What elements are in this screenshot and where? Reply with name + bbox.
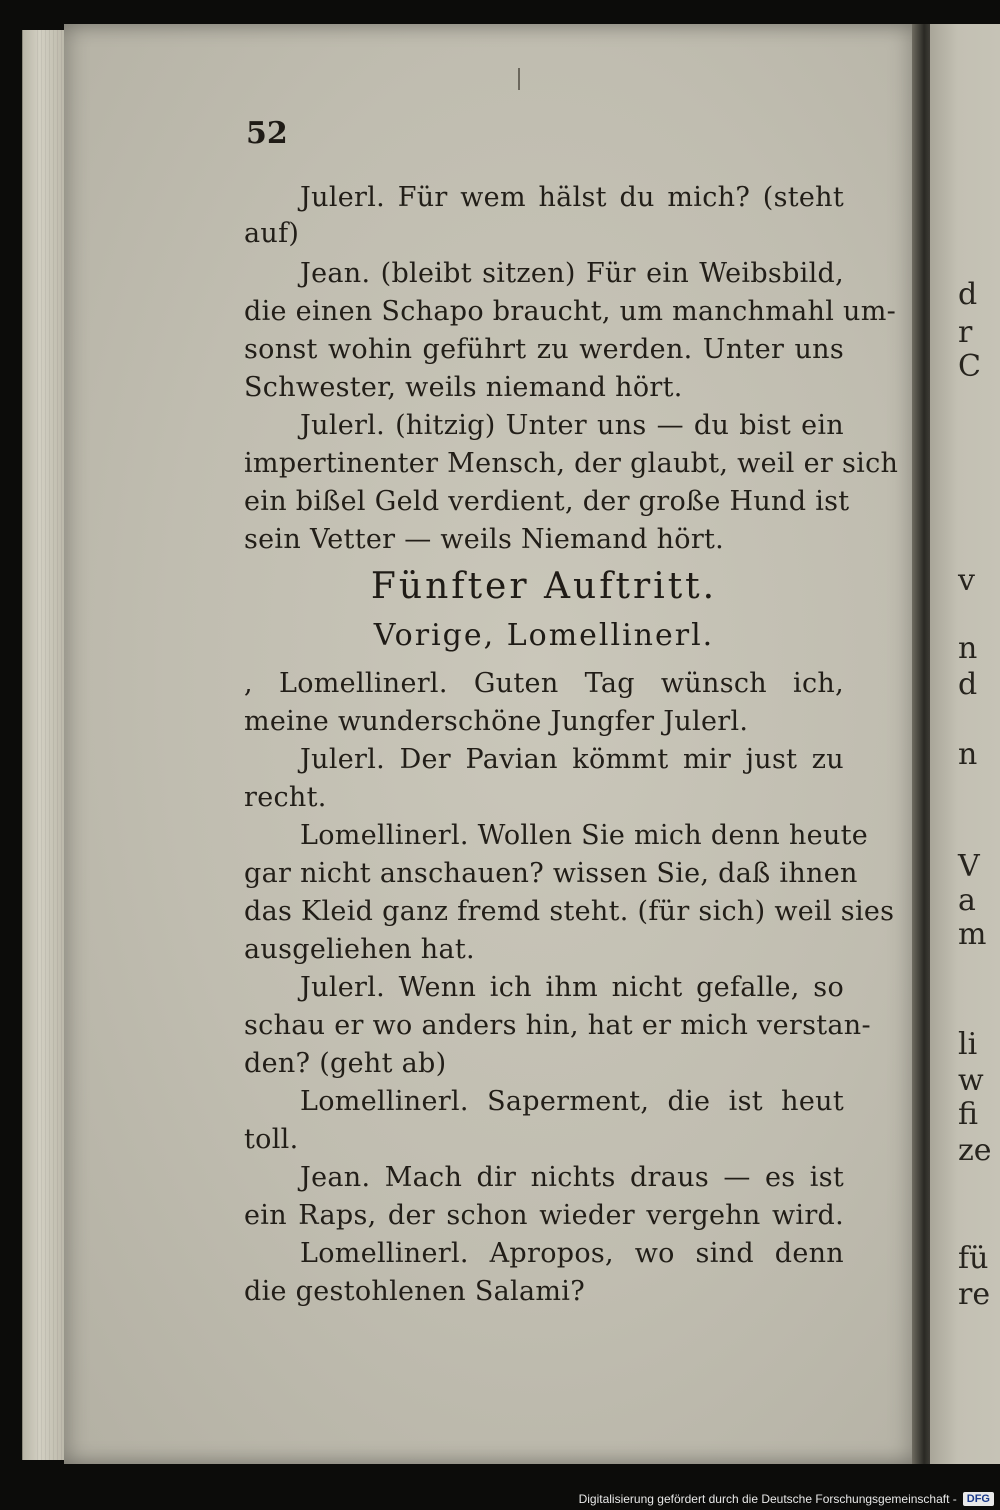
dfg-logo: DFG: [963, 1492, 994, 1506]
text-line: Jean. Mach dir nichts draus — es ist: [300, 1162, 844, 1193]
text-line: Lomellinerl. Apropos, wo sind denn: [300, 1238, 844, 1269]
text-line: die gestohlenen Salami?: [244, 1276, 585, 1307]
text-line: Julerl. (hitzig) Unter uns — du bist ein: [300, 410, 844, 441]
text-line: Julerl. Wenn ich ihm nicht gefalle, so: [300, 972, 844, 1003]
scene-characters: Vorige, Lomellinerl.: [373, 618, 715, 653]
text-line: Julerl. Der Pavian kömmt mir just zu: [300, 744, 844, 775]
text-line: auf): [244, 218, 300, 249]
text-line: ausgeliehen hat.: [244, 934, 475, 965]
right-page-fragment: w: [958, 1063, 984, 1098]
text-line: Schwester, weils niemand hört.: [244, 372, 683, 403]
text-line: ein bißel Geld verdient, der große Hund ist: [244, 486, 850, 517]
right-page-fragment: n: [958, 737, 978, 772]
text-line: ein Raps, der schon wieder vergehn wird.: [244, 1200, 844, 1231]
text-line: schau er wo anders hin, hat er mich verstan-: [244, 1010, 871, 1041]
text-line: recht.: [244, 782, 327, 813]
funding-footer: [579, 1492, 994, 1506]
text-line: meine wunderschöne Jungfer Julerl.: [244, 706, 749, 737]
text-line: Jean. (bleibt sitzen) Für ein Weibsbild,: [300, 258, 844, 289]
text-line: gar nicht anschauen? wissen Sie, daß ihnen: [244, 858, 858, 889]
text-line: Lomellinerl. Wollen Sie mich denn heute: [300, 820, 869, 851]
right-page-fragment: v: [958, 563, 975, 598]
right-page-fragment: fü: [958, 1241, 989, 1276]
right-page-fragment: a: [958, 883, 976, 918]
text-line: , Lomellinerl. Guten Tag wünsch ich,: [244, 668, 844, 699]
text-line: sein Vetter — weils Niemand hört.: [244, 524, 725, 555]
text-line: impertinenter Mensch, der glaubt, weil er sich: [244, 448, 899, 479]
right-page-fragment: d: [958, 277, 978, 312]
margin-mark: [518, 68, 520, 90]
text-line: die einen Schapo braucht, um manchmahl um-: [244, 296, 897, 327]
right-page-fragment: C: [958, 349, 981, 384]
page-number: 52: [246, 116, 288, 151]
right-page-fragment: li: [958, 1027, 978, 1062]
text-line: das Kleid ganz fremd steht. (für sich) weil sies: [244, 896, 895, 927]
right-page-fragment: n: [958, 631, 978, 666]
text-line: Lomellinerl. Saperment, die ist heut: [300, 1086, 844, 1117]
text-line: sonst wohin geführt zu werden. Unter uns: [244, 334, 844, 365]
right-page-fragment: V: [958, 849, 980, 884]
text-line: toll.: [244, 1124, 299, 1155]
right-page-fragment: re: [958, 1277, 991, 1312]
scene-heading: Fünfter Auftritt.: [370, 566, 718, 607]
right-page-fragment: r: [958, 315, 973, 350]
funding-text: Digitalisierung gefördert durch die Deutsche Forschungsgemeinschaft -: [578, 1492, 957, 1506]
right-page-fragment: ze: [958, 1133, 992, 1168]
text-line: Julerl. Für wem hälst du mich? (steht: [300, 182, 844, 213]
right-page-fragment: fi: [958, 1097, 979, 1132]
text-line: den? (geht ab): [244, 1048, 447, 1079]
right-page-fragment: m: [958, 917, 987, 952]
right-page-fragment: d: [958, 667, 978, 702]
